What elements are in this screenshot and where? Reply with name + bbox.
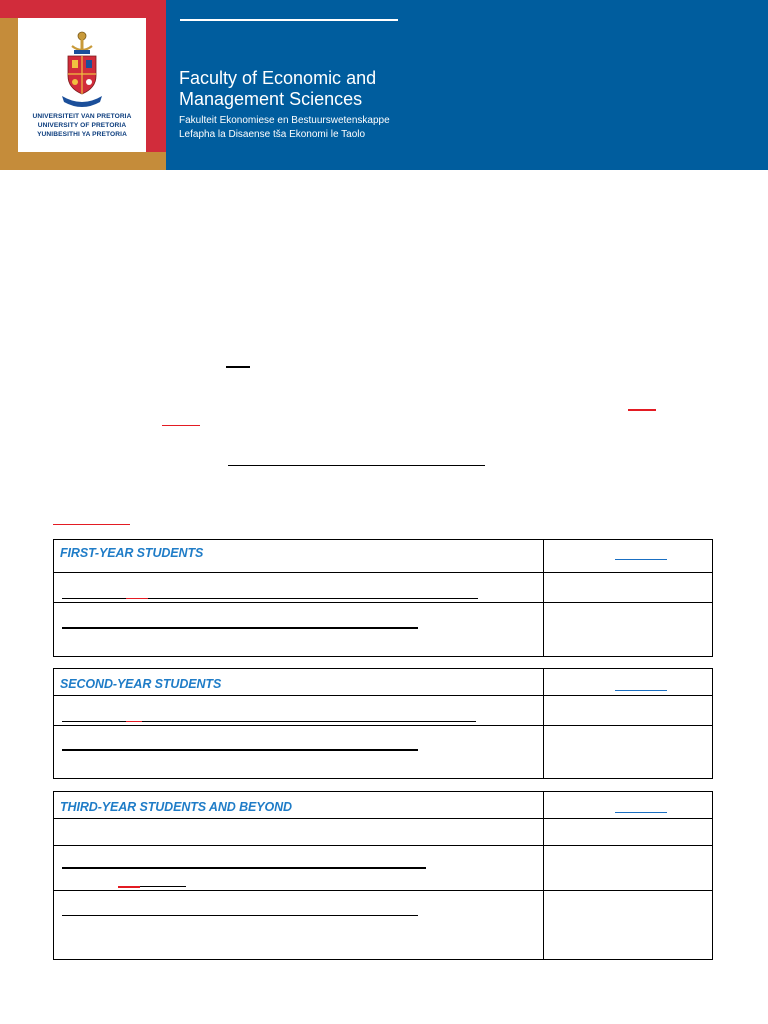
table-row — [54, 725, 712, 778]
third-year-table — [53, 791, 713, 960]
university-name — [18, 112, 146, 139]
faculty-title-line-1: Faculty of Economic and — [179, 68, 377, 88]
link-underline[interactable] — [228, 465, 485, 466]
university-logo — [18, 18, 146, 152]
first-year-table — [53, 539, 713, 657]
underline-mark — [62, 627, 418, 629]
link-underline[interactable] — [615, 559, 667, 560]
table-heading: SECOND-YEAR STUDENTS — [60, 677, 222, 691]
underline-mark — [62, 598, 478, 599]
banner-rule — [180, 19, 398, 21]
logo-border-left — [0, 18, 18, 170]
faculty-subtitle-afrikaans: Fakulteit Ekonomiese en Bestuurswetenskappe — [179, 115, 390, 126]
university-name-english: UNIVERSITY OF PRETORIA — [37, 122, 127, 129]
table-row — [54, 602, 712, 656]
underline-mark — [62, 867, 426, 869]
table-header-row — [54, 792, 712, 818]
underline-mark — [62, 749, 418, 751]
red-underline-mark — [118, 886, 140, 888]
table-header-row — [54, 540, 712, 572]
table-row — [54, 890, 712, 959]
underline-mark — [62, 915, 418, 916]
red-underline-mark — [53, 524, 130, 525]
second-year-table — [53, 668, 713, 779]
red-underline-mark — [126, 721, 142, 722]
table-row — [54, 818, 712, 845]
red-underline-mark — [628, 409, 656, 411]
coat-of-arms-icon — [58, 30, 106, 110]
faculty-subtitle — [179, 114, 390, 142]
link-underline[interactable] — [615, 690, 667, 691]
university-name-sepedi: YUNIBESITHI YA PRETORIA — [37, 131, 127, 138]
table-row — [54, 572, 712, 602]
logo-border-bottom — [18, 152, 166, 170]
table-heading: THIRD-YEAR STUDENTS AND BEYOND — [60, 800, 292, 814]
red-underline-mark — [126, 598, 148, 599]
faculty-title-line-2: Management Sciences — [179, 89, 363, 109]
table-header-row — [54, 669, 712, 695]
underline-mark — [226, 366, 250, 368]
link-underline[interactable] — [615, 812, 667, 813]
faculty-subtitle-sepedi: Lefapha la Disaense tša Ekonomi le Taolo — [179, 129, 366, 140]
table-heading: FIRST-YEAR STUDENTS — [60, 546, 204, 560]
university-name-afrikaans: UNIVERSITEIT VAN PRETORIA — [32, 113, 132, 120]
logo-border-right — [146, 0, 166, 152]
table-row — [54, 845, 712, 890]
table-row — [54, 695, 712, 725]
underline-mark — [62, 721, 476, 722]
faculty-banner — [0, 0, 768, 170]
logo-border-top — [0, 0, 166, 18]
faculty-title — [179, 68, 376, 110]
red-underline-mark — [162, 425, 200, 426]
